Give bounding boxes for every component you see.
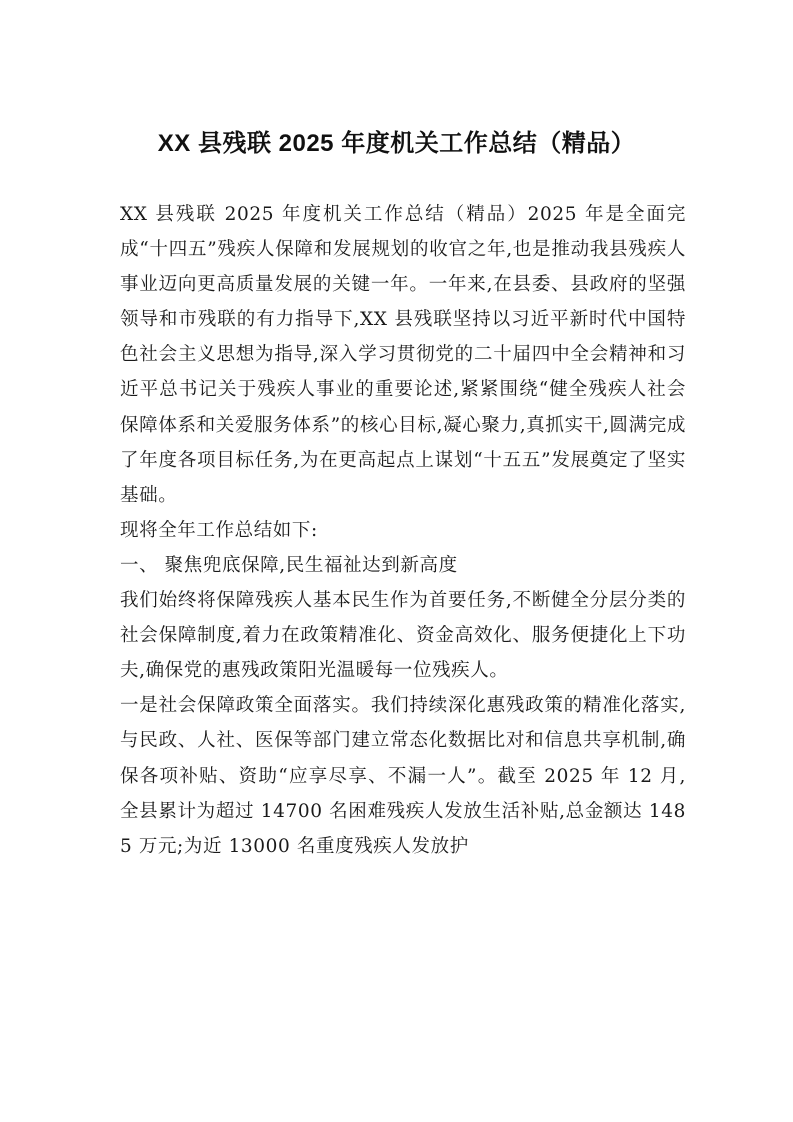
section-1-paragraph: 我们始终将保障残疾人基本民生作为首要任务,不断健全分层分类的社会保障制度,着力在政策精准化、资金高效化、服务便捷化上下功夫,确保党的惠残政策阳光温暖每一位残疾人。 — [120, 590, 686, 682]
document-title: XX 县残联 2025 年度机关工作总结（精品） — [157, 130, 636, 157]
summary-lead-paragraph: 现将全年工作总结如下: — [120, 519, 318, 541]
section-1-item-1-paragraph: 一是社会保障政策全面落实。我们持续深化惠残政策的精准化落实,与民政、人社、医保等部门建立常态化数据比对和信息共享机制,确保各项补贴、资助“应享尽享、不漏一人”。截至 2025 年 12 月,全县累计为超过 14700 名困难残疾人发放生活补贴,总金额达 1485 万元;为近 13000 名重度残疾人发放护 — [120, 695, 686, 857]
section-heading-1: 一、 聚焦兜底保障,民生福祉达到新高度 — [120, 554, 458, 576]
intro-paragraph: XX 县残联 2025 年度机关工作总结（精品）2025 年是全面完成“十四五”残疾人保障和发展规划的收官之年,也是推动我县残疾人事业迈向更高质量发展的关键一年。一年来,在县委、县政府的坚强领导和市残联的有力指导下,XX 县残联坚持以习近平新时代中国特色社会主义思想为指导,深入学习贯彻党的二十届四中全会精神和习近平总书记关于残疾人事业的重要论述,紧紧围绕“健全残疾人社会保障体系和关爱服务体系”的核心目标,凝心聚力,真抓实干,圆满完成了年度各项目标任务,为在更高起点上谋划“十五五”发展奠定了坚实基础。 — [120, 204, 686, 506]
document-body — [120, 197, 686, 864]
